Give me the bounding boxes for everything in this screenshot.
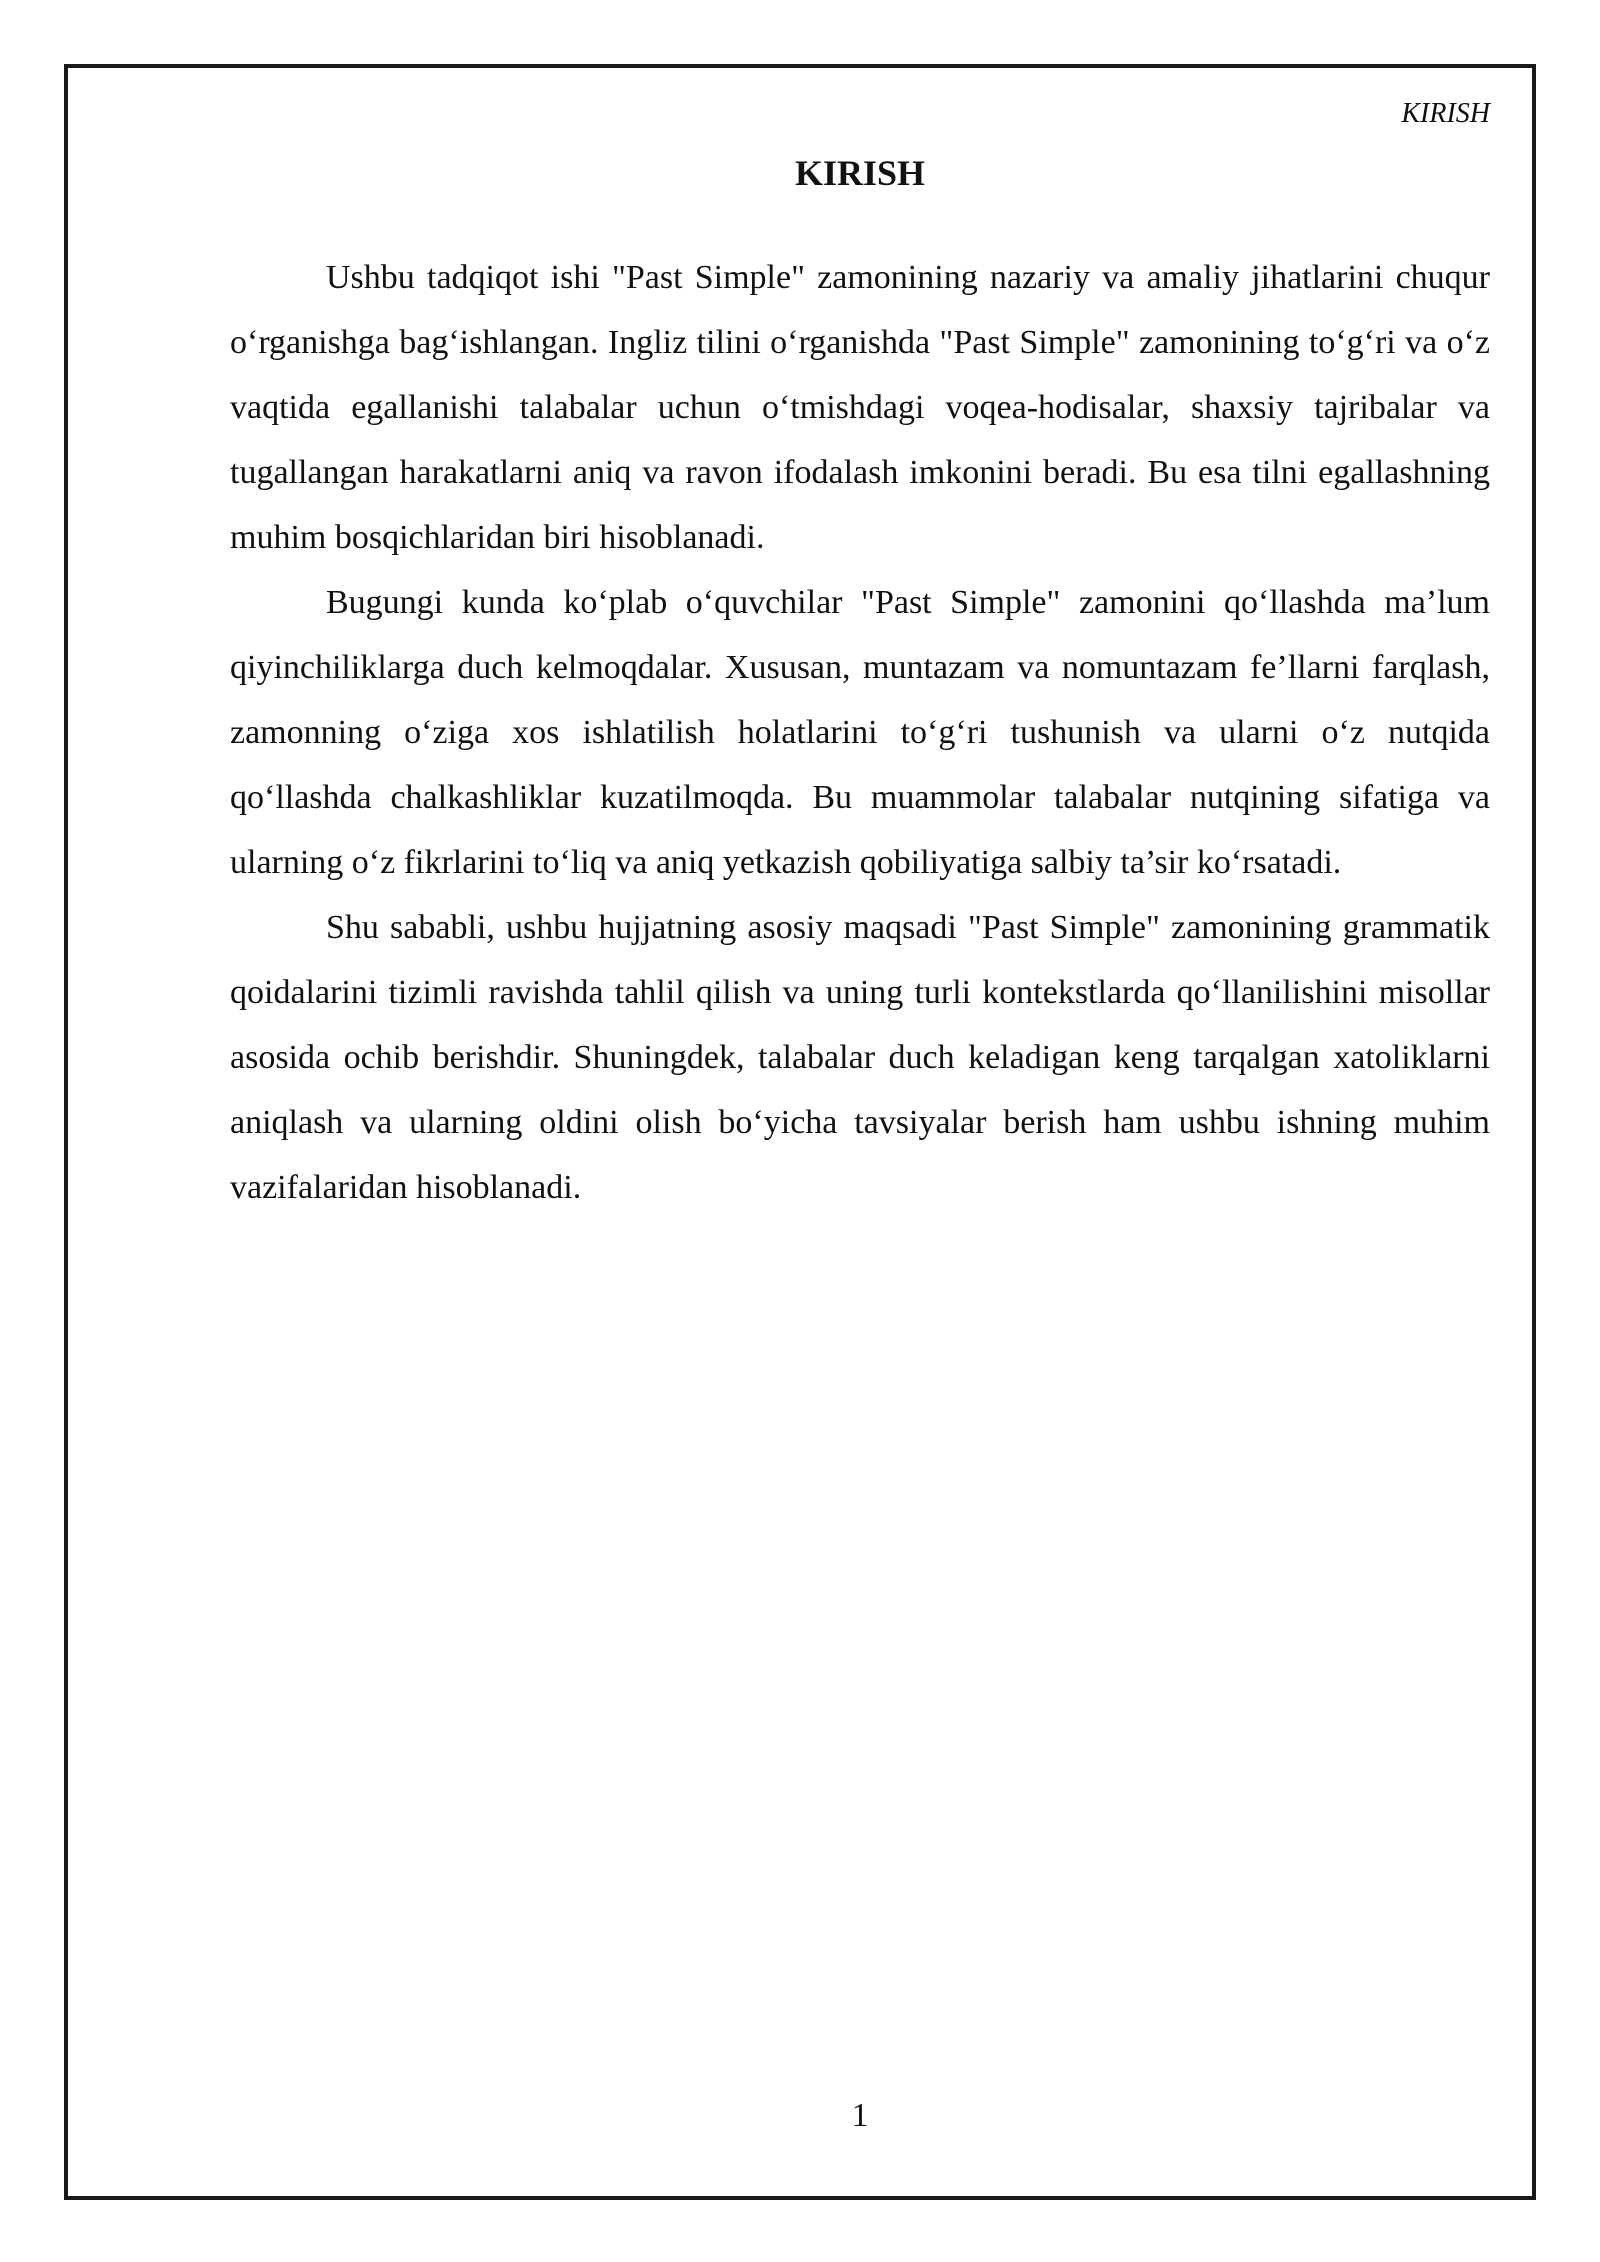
- page-title: KIRISH: [794, 153, 926, 193]
- running-header: KIRISH: [1401, 98, 1490, 129]
- paragraph-3: Shu sababli, ushbu hujjatning asosiy maqsadi "Past Simple" zamonining grammatik qoidalarini tizimli ravishda tahlil qilish va uning turli kontekstlarda qo‘llanilishini misollar asosida ochib berishdir. Shuningdek, talabalar duch keladigan keng tarqalgan xatoliklarni aniqlash va ularning oldini olish bo‘yicha tavsiyalar berish ham ushbu ishning muhim vazifalaridan hisoblanadi.: [230, 909, 1490, 1206]
- paragraph-1: Ushbu tadqiqot ishi "Past Simple" zamonining nazariy va amaliy jihatlarini chuqur o‘rganishga bag‘ishlangan. Ingliz tilini o‘rganishda "Past Simple" zamonining to‘g‘ri va o‘z vaqtida egallanishi talabalar uchun o‘tmishdagi voqea-hodisalar, shaxsiy tajribalar va tugallangan harakatlarni aniq va ravon ifodalash imkonini beradi. Bu esa tilni egallashning muhim bosqichlaridan biri hisoblanadi.: [230, 259, 1490, 556]
- body-text: [230, 245, 1490, 1220]
- page-number: 1: [851, 2097, 869, 2134]
- paragraph-2: Bugungi kunda ko‘plab o‘quvchilar "Past Simple" zamonini qo‘llashda ma’lum qiyinchiliklarga duch kelmoqdalar. Xususan, muntazam va nomuntazam fe’llarni farqlash, zamonning o‘ziga xos ishlatilish holatlarini to‘g‘ri tushunish va ularni o‘z nutqida qo‘llashda chalkashliklar kuzatilmoqda. Bu muammolar talabalar nutqining sifatiga va ularning o‘z fikrlarini to‘liq va aniq yetkazish qobiliyatiga salbiy ta’sir ko‘rsatadi.: [230, 584, 1490, 881]
